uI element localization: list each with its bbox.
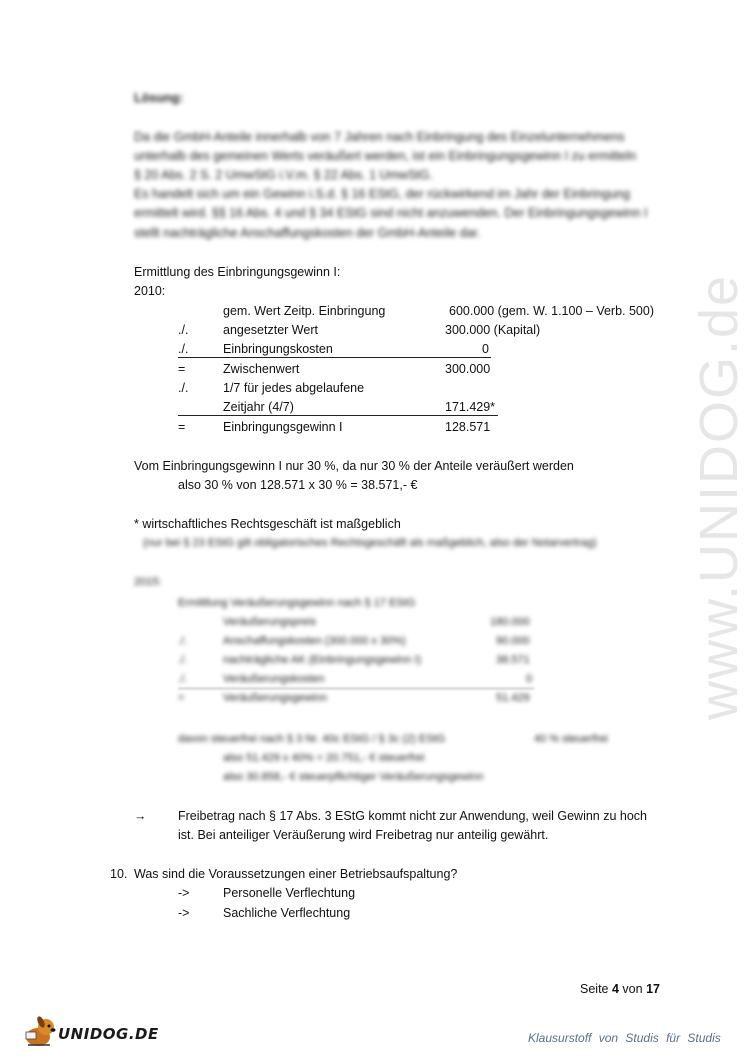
calc2-underline [178,688,534,689]
intro-line-4: Es handelt sich um ein Gewinn i.S.d. § 16 EStG, der rückwirkend im Jahr der Einbringung [134,187,631,201]
blurred-calc2-value: 51.429 [496,692,530,704]
calc1-row-label: Einbringungsgewinn I [223,420,343,434]
unidog-logo [22,1015,162,1049]
dog-icon [22,1015,62,1049]
page-current: 4 [611,982,619,996]
calc1-row-value: 0 [482,342,489,356]
list-item: Sachliche Verflechtung [223,906,351,920]
intro-line-6: stellt nachträgliche Anschaffungskosten der GmbH-Anteile dar. [134,226,481,240]
blurred-calc2-op: = [178,692,185,704]
watermark: www.UNIDOG.de [689,273,749,720]
calc1-row-label: Zeitjahr (4/7) [223,400,294,414]
blurred-calc2-label: Anschaffungskosten (300.000 x 30%) [223,635,406,647]
blurred-calc2-op: ./. [178,654,188,666]
blurred-calc2-label: Veräußerungsgewinn [223,692,327,704]
blurred-calc2-value: 0 [526,673,533,685]
calc1-row-label: Einbringungskosten [223,342,333,356]
logo-text: UNIDOG.DE [58,1025,159,1043]
intro-line-5: ermittelt wird. §§ 16 Abs. 4 und § 34 EStG sind nicht anzuwenden. Der Einbringungsgewinn I [134,206,648,220]
calc1-row-value: 128.571 [445,420,491,434]
blurred-calc2-op: ./. [178,673,188,685]
list-marker: -> [178,886,190,900]
page-number [580,982,660,996]
calc1-row-value: 600.000 (gem. W. 1.100 – Verb. 500) [449,304,654,318]
blurred-calc2-value: 180.000 [490,616,530,628]
footnote: * wirtschaftliches Rechtsgeschäft ist maßgeblich [134,517,401,531]
list-marker: -> [178,906,190,920]
arrow-icon: → [134,809,147,823]
blurred-calc2-value: 90.000 [496,635,530,647]
calc1-title: Ermittlung des Einbringungsgewinn I: [134,265,341,279]
footer-tagline: Klausurstoff von Studis für Studis [528,1031,721,1045]
intro-line-3: § 20 Abs. 2 S. 2 UmwStG i.V.m. § 22 Abs. 1 UmwStG. [134,168,433,182]
blurred-exempt-pct: 40 % steuerfrei [534,733,608,745]
calc1-row-label: angesetzter Wert [223,323,318,337]
question-text: Was sind die Voraussetzungen einer Betriebsaufspaltung? [134,867,458,881]
share-text: Vom Einbringungsgewinn I nur 30 %, da nur 30 % der Anteile veräußert werden [134,459,574,473]
blurred-exempt-1: davon steuerfrei nach § 3 Nr. 40c EStG / § 3c (2) EStG [178,733,446,745]
calc1-row-op: ./. [178,381,189,395]
freibetrag-line-1: Freibetrag nach § 17 Abs. 3 EStG kommt nicht zur Anwendung, weil Gewinn zu hoch [178,809,648,823]
intro-line-2: unterhalb des gemeinen Werts veräußert werden, ist ein Einbringungsgewinn I zu ermitteln [134,149,637,163]
calc1-row-op: = [178,420,186,434]
blurred-exempt-3: also 30.858,- € steuerpflichtiger Veräußerungsgewinn [223,771,484,783]
calc1-row-value: 171.429* [445,400,496,414]
calc1-row-op: = [178,362,186,376]
blurred-year: 2015: [134,576,162,588]
calc1-row-label: Zwischenwert [223,362,300,376]
calc1-row-op: ./. [178,342,189,356]
blurred-calc2-label: Veräußerungspreis [223,616,316,628]
calc1-row-value: 300.000 (Kapital) [445,323,541,337]
blurred-calc2-label: nachträgliche AK (Einbringungsgewinn I) [223,654,422,666]
share-calc: also 30 % von 128.571 x 30 % = 38.571,- € [178,478,418,492]
intro-line-1: Da die GmbH-Anteile innerhalb von 7 Jahren nach Einbringung des Einzelunternehmens [134,130,625,144]
page-total: 17 [646,982,660,996]
solution-heading: Lösung: [134,91,184,105]
list-item: Personelle Verflechtung [223,886,356,900]
page-prefix: Seite [580,982,609,996]
calc1-row-label: gem. Wert Zeitp. Einbringung [223,304,386,318]
blurred-calc2-op: ./. [178,635,188,647]
blurred-note: (nur bei § 23 EStG gilt obligatorisches Rechtsgeschäft als maßgeblich, also der Notarvertrag) [143,537,597,549]
question-number: 10. [110,867,128,881]
freibetrag-line-2: ist. Bei anteiliger Veräußerung wird Freibetrag nur anteilig gewährt. [178,828,549,842]
blurred-calc2-label: Veräußerungskosten [223,673,325,685]
blurred-exempt-2: also 51.429 x 40% = 20.751,- € steuerfrei [223,752,425,764]
calc1-row-label: 1/7 für jedes abgelaufene [223,381,365,395]
calc1-row-op: ./. [178,323,189,337]
calc1-year: 2010: [134,284,166,298]
calc1-underline [178,415,498,416]
blurred-calc2-title: Ermittlung Veräußerungsgewinn nach § 17 EStG [178,597,416,609]
blurred-calc2-value: 38.571 [496,654,530,666]
calc1-row-value: 300.000 [445,362,491,376]
calc1-underline [178,357,491,358]
page-middle: von [622,982,643,996]
